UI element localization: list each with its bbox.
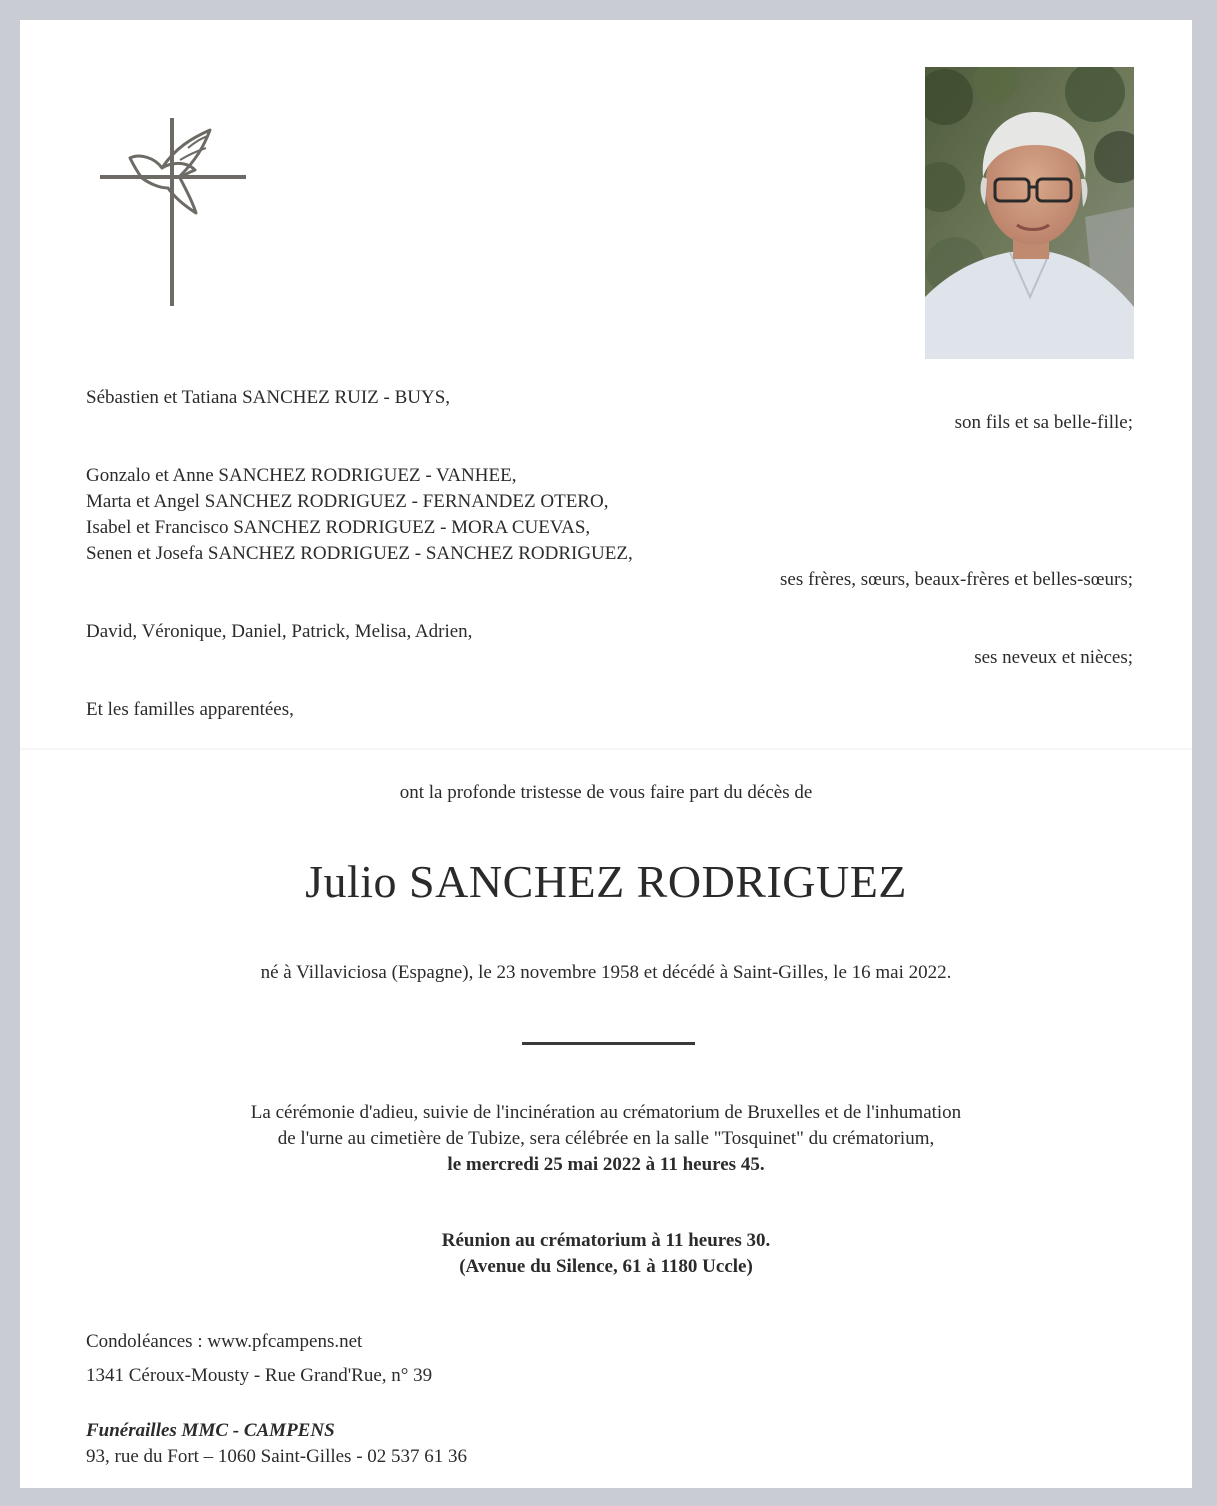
sibling-line-1: Gonzalo et Anne SANCHEZ RODRIGUEZ - VANHEE, [86, 465, 517, 486]
nephews-line: David, Véronique, Daniel, Patrick, Melisa, Adrien, [86, 621, 473, 642]
sibling-line-3: Isabel et Francisco SANCHEZ RODRIGUEZ - MORA CUEVAS, [86, 517, 591, 538]
fold-line [20, 748, 1192, 751]
ceremony-line-2: de l'urne au cimetière de Tubize, sera célébrée en la salle "Tosquinet" du crématorium, [277, 1128, 935, 1149]
son-line: Sébastien et Tatiana SANCHEZ RUIZ - BUYS, [86, 387, 451, 408]
obituary-card [20, 20, 1192, 1488]
contact-address: 1341 Céroux-Mousty - Rue Grand'Rue, n° 39 [86, 1365, 433, 1386]
birth-death-line: né à Villaviciosa (Espagne), le 23 novembre 1958 et décédé à Saint-Gilles, le 16 mai 2022. [260, 962, 952, 983]
condolences-line: Condoléances : www.pfcampens.net [86, 1331, 363, 1352]
nephews-relation: ses neveux et nièces; [974, 647, 1133, 668]
cross-with-dove-icon [100, 118, 246, 306]
son-relation: son fils et sa belle-fille; [954, 412, 1133, 433]
families-line: Et les familles apparentées, [86, 699, 294, 720]
siblings-relation: ses frères, sœurs, beaux-frères et belles-sœurs; [780, 569, 1133, 590]
sibling-line-4: Senen et Josefa SANCHEZ RODRIGUEZ - SANCHEZ RODRIGUEZ, [86, 543, 633, 564]
portrait-photo [925, 67, 1134, 359]
deceased-name: Julio SANCHEZ RODRIGUEZ [305, 856, 907, 907]
funeral-home-address: 93, rue du Fort – 1060 Saint-Gilles - 02 537 61 36 [86, 1446, 468, 1467]
ceremony-date: le mercredi 25 mai 2022 à 11 heures 45. [447, 1154, 765, 1175]
ceremony-line-1: La cérémonie d'adieu, suivie de l'incinération au crématorium de Bruxelles et de l'inhumation [250, 1102, 962, 1123]
meeting-line: Réunion au crématorium à 11 heures 30. [441, 1230, 771, 1251]
announcement-intro: ont la profonde tristesse de vous faire part du décès de [399, 782, 813, 803]
funeral-home-name: Funérailles MMC - CAMPENS [86, 1420, 335, 1441]
divider [522, 1042, 695, 1045]
meeting-address: (Avenue du Silence, 61 à 1180 Uccle) [459, 1256, 753, 1277]
sibling-line-2: Marta et Angel SANCHEZ RODRIGUEZ - FERNANDEZ OTERO, [86, 491, 609, 512]
